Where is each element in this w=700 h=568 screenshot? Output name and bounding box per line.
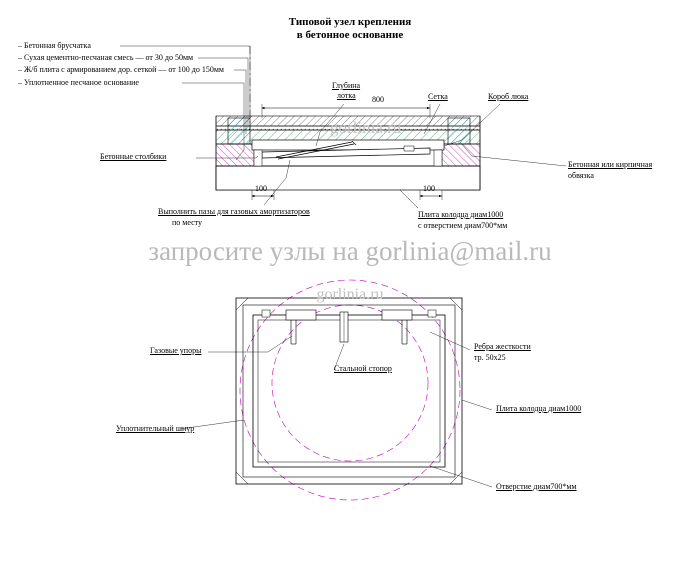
label-seal: Уплотнительный шнур xyxy=(116,424,195,433)
label-hole: Отверстие диам700*мм xyxy=(496,482,577,491)
legend-item-slab xyxy=(18,65,224,75)
label-ribs-line2: тр. 50х25 xyxy=(474,353,506,362)
label-grooves-line1: Выполнить пазы для газовых амортизаторов xyxy=(158,207,310,216)
legend-label-1: Бетонная брусчатка xyxy=(24,41,91,50)
label-depth-line1: Глубина xyxy=(332,81,361,90)
legend-item-drymix xyxy=(18,53,193,63)
label-grooves-line2: по месту xyxy=(172,218,203,227)
label-mesh: Сетка xyxy=(428,92,448,101)
legend-label-4: Уплотненное песчаное основание xyxy=(24,78,139,87)
legend-item-sandbase xyxy=(18,78,139,88)
legend-dash-2: – xyxy=(18,53,24,62)
page-title-line1: Типовой узел крепления xyxy=(288,16,412,28)
watermark-small: gorlinia.ru xyxy=(316,286,384,303)
label-slab-note-line2: с отверстием диам700*мм xyxy=(418,221,508,230)
label-hatch-box: Короб люка xyxy=(488,92,529,101)
page-title-line2: в бетонное основание xyxy=(296,29,404,41)
label-depth-line2: лотка xyxy=(337,91,356,100)
label-ribs-line1: Ребра жесткости xyxy=(474,342,531,351)
label-slab-note-line1: Плита колодца диам1000 xyxy=(418,210,504,219)
dimension-left-offset: 100 xyxy=(255,184,267,193)
legend-label-3: Ж/б плита с армированием дор. сеткой — от 100 до 150мм xyxy=(24,65,224,74)
label-brick-edge-line2: обвязка xyxy=(568,171,594,180)
label-plan-slab: Плита колодца диам1000 xyxy=(496,404,582,413)
label-concrete-columns: Бетонные столбики xyxy=(100,152,167,161)
label-brick-edge-line1: Бетонная или кирпичная xyxy=(568,160,653,169)
label-gas-supports: Газовые упоры xyxy=(150,346,202,355)
dimension-right-offset: 100 xyxy=(423,184,435,193)
legend-dash-1: – xyxy=(18,41,24,50)
label-steel-stop: Стальной стопор xyxy=(334,364,392,373)
legend-item-paving xyxy=(18,41,91,51)
legend-label-2: Сухая цементно-песчаная смесь — от 30 до 50мм xyxy=(24,53,194,62)
legend-dash-4: – xyxy=(18,78,24,87)
watermark-overlay: gorlinia.ru xyxy=(330,118,402,137)
legend-dash-3: – xyxy=(18,65,24,74)
dimension-width: 800 xyxy=(372,95,384,104)
watermark-main: запросите узлы на gorlinia@mail.ru xyxy=(148,236,552,266)
